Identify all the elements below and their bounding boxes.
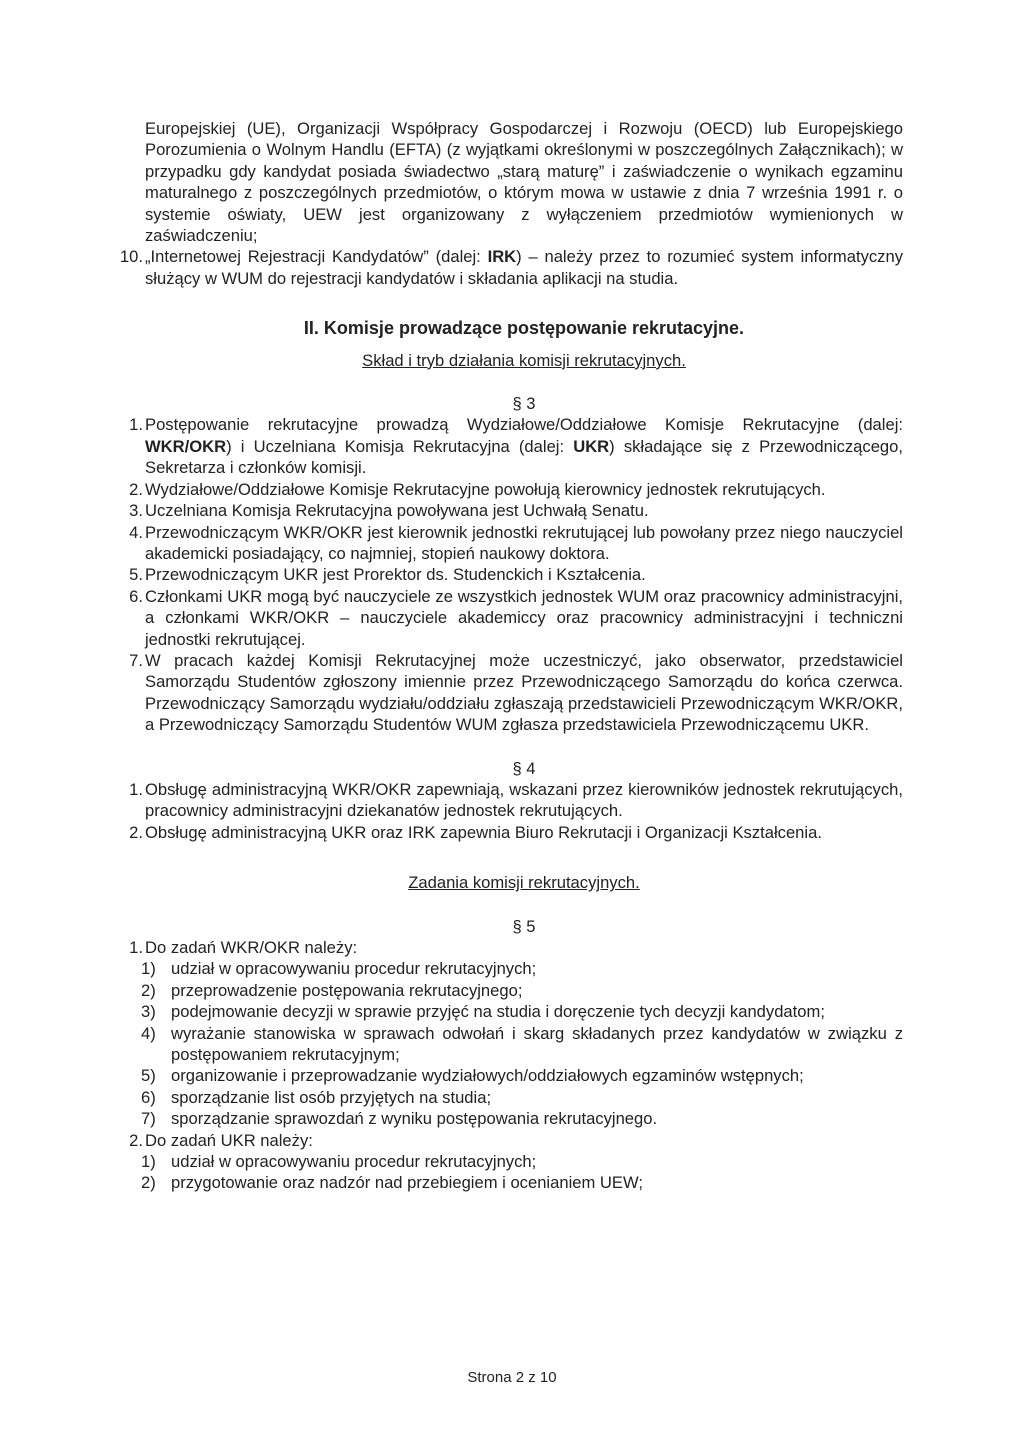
list-item: 2. Wydziałowe/Oddziałowe Komisje Rekrutacyjne powołują kierownicy jednostek rekrutujących.: [129, 479, 826, 499]
list-item: 2. Do zadań UKR należy:: [129, 1130, 313, 1150]
page-number-footer: Strona 2 z 10: [467, 1369, 557, 1386]
sub-list-item: 3) podejmowanie decyzji w sprawie przyjęć na studia i doręczenie tych decyzji kandydatom;: [141, 1002, 825, 1022]
page-content: [115, 118, 903, 1194]
chapter-title: II. Komisje prowadzące postępowanie rekrutacyjne.: [303, 318, 745, 339]
section-subheading: Zadania komisji rekrutacyjnych.: [408, 873, 640, 893]
list-item: 4. Przewodniczącym WKR/OKR jest kierownik jednostki rekrutującej lub powołany przez niego nauczyciel akademicki posiadający, co najmniej, stopień naukowy doktora.: [129, 522, 903, 563]
section-subheading: Skład i tryb działania komisji rekrutacyjnych.: [362, 350, 686, 370]
sub-list-item: 2) przeprowadzenie postępowania rekrutacyjnego;: [141, 980, 523, 1000]
list-item: 2. Obsługę administracyjną UKR oraz IRK zapewnia Biuro Rekrutacji i Organizacji Kształcenia.: [129, 822, 822, 842]
list-item: 1. Do zadań WKR/OKR należy:: [129, 938, 358, 957]
list-item: 6. Członkami UKR mogą być nauczyciele ze wszystkich jednostek WUM oraz pracownicy administracyjni, a członkami WKR/OKR – nauczyciele akademiccy oraz pracownicy administracyjni i techniczni jednostki rekrutującej.: [129, 586, 903, 649]
sub-list-item: 4) wyrażanie stanowiska w sprawach odwołań i skarg składanych przez kandydatów w związku z postępowaniem rekrutacyjnym;: [141, 1023, 903, 1065]
list-item: 3. Uczelniana Komisja Rekrutacyjna powoływana jest Uchwałą Senatu.: [129, 501, 649, 521]
list-item-10: 10. „Internetowej Rejestracji Kandydatów” (dalej: IRK) – należy przez to rozumieć system informatyczny służący w WUM do rejestracji kandydatów i składania aplikacji na studia.: [115, 246, 903, 289]
sub-list-item: 1) udział w opracowywaniu procedur rekrutacyjnych;: [141, 1152, 537, 1172]
list-item: 1. Obsługę administracyjną WKR/OKR zapewniają, wskazani przez kierowników jednostek rekrutujących, pracownicy administracyjni dziekanatów jednostek rekrutujących.: [129, 779, 903, 821]
paragraph-heading: § 5: [512, 916, 536, 936]
sub-list-item: 1) udział w opracowywaniu procedur rekrutacyjnych;: [141, 959, 537, 979]
list-number: 10.: [119, 247, 143, 267]
paragraph-heading: § 4: [512, 758, 536, 778]
sub-list-item: 5) organizowanie i przeprowadzanie wydziałowych/oddziałowych egzaminów wstępnych;: [141, 1066, 804, 1086]
list-item: 1. Postępowanie rekrutacyjne prowadzą Wydziałowe/Oddziałowe Komisje Rekrutacyjne (dalej: WKR/OKR) i Uczelniana Komisja Rekrutacyjna (dalej: UKR) składające się z Przewodniczącego, Sekretarza i członków komisji.: [129, 415, 903, 478]
intro-paragraph: Europejskiej (UE), Organizacji Współpracy Gospodarczej i Rozwoju (OECD) lub Europejskiego Porozumienia o Wolnym Handlu (EFTA) (z wyjątkami określonymi w poszczególnych Załącznikach); w przypadku gdy kandydat posiada świadectwo „starą maturę” i zaświadczenie o wynikach egzaminu maturalnego z poszczególnych przedmiotów, o którym mowa w ustawie z dnia 7 września 1991 r. o systemie oświaty, UEW jest organizowany z wyłączeniem przedmiotów wymienionych w zaświadczeniu;: [145, 119, 903, 246]
irk-abbrev: IRK: [487, 247, 517, 267]
sub-list-item: 6) sporządzanie list osób przyjętych na studia;: [141, 1087, 492, 1107]
sub-list-item: 7) sporządzanie sprawozdań z wyniku postępowania rekrutacyjnego.: [141, 1109, 658, 1129]
paragraph-heading: § 3: [512, 394, 536, 414]
list-item: 5. Przewodniczącym UKR jest Prorektor ds. Studenckich i Kształcenia.: [129, 565, 646, 585]
sub-list-item: 2) przygotowanie oraz nadzór nad przebiegiem i ocenianiem UEW;: [141, 1173, 643, 1193]
list-item: 7. W pracach każdej Komisji Rekrutacyjnej może uczestniczyć, jako obserwator, przedstawiciel Samorządu Studentów zgłoszony imiennie przez Przewodniczącego Samorządu do końca czerwca. Przewodniczący Samorządu wydziału/oddziału zgłaszają przedstawicieli Przewodniczącym WKR/OKR, a Przewodniczący Samorządu Studentów WUM zgłasza przedstawiciela Przewodniczącemu UKR.: [129, 650, 903, 735]
